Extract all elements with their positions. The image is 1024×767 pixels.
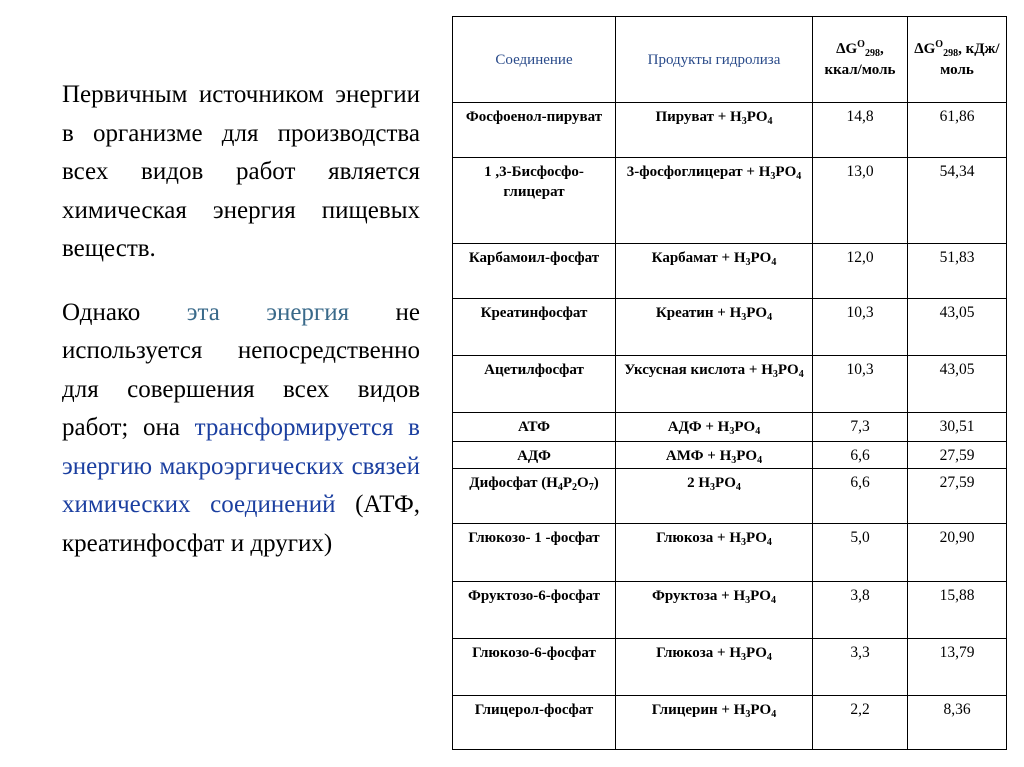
products-cell: Креатин + $H_3PO_4$ bbox=[616, 298, 813, 355]
compound-cell: АДФ bbox=[453, 441, 616, 469]
compound-cell: Глюкозо-6-фосфат bbox=[453, 638, 616, 695]
kj-value-cell: 51,83 bbox=[908, 243, 1007, 298]
intro-text bbox=[62, 76, 420, 563]
column-header-kj bbox=[908, 17, 1007, 103]
header-kj-unit: , кДж/моль bbox=[940, 40, 1000, 78]
compound-cell: Карбамоил-фосфат bbox=[453, 243, 616, 298]
kj-value-cell: 15,88 bbox=[908, 581, 1007, 638]
kj-value-cell: 30,51 bbox=[908, 413, 1007, 442]
compound-cell: Дифосфат $(H_4P_2O_7)$ bbox=[453, 469, 616, 524]
kj-value-cell: 61,86 bbox=[908, 103, 1007, 158]
text-segment: Однако bbox=[62, 298, 187, 326]
table-row bbox=[453, 356, 1007, 413]
products-cell: Глюкоза + $H_3PO_4$ bbox=[616, 524, 813, 581]
text-segment: (АТФ, креатинфосфат и других) bbox=[62, 491, 420, 557]
kcal-value-cell: 3,8 bbox=[813, 581, 908, 638]
column-header-compound: Соединение bbox=[453, 17, 616, 103]
table-body bbox=[453, 103, 1007, 750]
kcal-value-cell: 5,0 bbox=[813, 524, 908, 581]
kj-value-cell: 54,34 bbox=[908, 158, 1007, 244]
kcal-value-cell: 2,2 bbox=[813, 695, 908, 749]
kj-value-cell: 8,36 bbox=[908, 695, 1007, 749]
products-cell: Карбамат + $H_3PO_4$ bbox=[616, 243, 813, 298]
products-cell: 3-фосфоглицерат + $H_3PO_4$ bbox=[616, 158, 813, 244]
column-header-kcal bbox=[813, 17, 908, 103]
kj-value-cell: 13,79 bbox=[908, 638, 1007, 695]
table-row bbox=[453, 298, 1007, 355]
compound-cell: Глицерол-фосфат bbox=[453, 695, 616, 749]
table-row bbox=[453, 441, 1007, 469]
table-header-row bbox=[453, 17, 1007, 103]
compound-cell: Ацетилфосфат bbox=[453, 356, 616, 413]
kj-value-cell: 27,59 bbox=[908, 469, 1007, 524]
kcal-value-cell: 10,3 bbox=[813, 298, 908, 355]
table-row bbox=[453, 103, 1007, 158]
paragraph-primary-source: Первичным источником энергии в организме для производства всех видов работ является химическая энергия пищевых веществ. bbox=[62, 81, 420, 262]
products-cell: Глицерин + $H_3PO_4$ bbox=[616, 695, 813, 749]
kcal-value-cell: 14,8 bbox=[813, 103, 908, 158]
header-kcal-sup: O bbox=[857, 38, 865, 50]
kj-value-cell: 20,90 bbox=[908, 524, 1007, 581]
kcal-value-cell: 10,3 bbox=[813, 356, 908, 413]
products-cell: Уксусная кислота + $H_3PO_4$ bbox=[616, 356, 813, 413]
products-cell: Фруктоза + $H_3PO_4$ bbox=[616, 581, 813, 638]
table-row bbox=[453, 524, 1007, 581]
compound-cell: АТФ bbox=[453, 413, 616, 442]
hydrolysis-energy-table bbox=[452, 16, 1007, 750]
highlight-macroergic-bonds: трансформируется в энергию макроэргических связей химических соединений bbox=[62, 414, 420, 518]
table-row bbox=[453, 638, 1007, 695]
table-row bbox=[453, 469, 1007, 524]
table-row bbox=[453, 581, 1007, 638]
products-cell: 2 $H_3PO_4$ bbox=[616, 469, 813, 524]
products-cell: АМФ + $H_3PO_4$ bbox=[616, 441, 813, 469]
compound-cell: Креатинфосфат bbox=[453, 298, 616, 355]
products-cell: АДФ + $H_3PO_4$ bbox=[616, 413, 813, 442]
table-row bbox=[453, 158, 1007, 244]
compound-cell: Глюкозо- 1 -фосфат bbox=[453, 524, 616, 581]
kj-value-cell: 27,59 bbox=[908, 441, 1007, 469]
products-cell: Глюкоза + $H_3PO_4$ bbox=[616, 638, 813, 695]
table-row bbox=[453, 695, 1007, 749]
kcal-value-cell: 12,0 bbox=[813, 243, 908, 298]
header-kj-delta: ∆G bbox=[914, 40, 936, 57]
table-row bbox=[453, 413, 1007, 442]
kcal-value-cell: 6,6 bbox=[813, 441, 908, 469]
column-header-products: Продукты гидролиза bbox=[616, 17, 813, 103]
paragraph-transformation bbox=[62, 294, 420, 564]
compound-cell: Фруктозо-6-фосфат bbox=[453, 581, 616, 638]
kj-value-cell: 43,05 bbox=[908, 356, 1007, 413]
text-segment: не используется непосредственно для совершения всех видов работ; она bbox=[62, 298, 420, 441]
table-row bbox=[453, 243, 1007, 298]
header-kcal-delta: ∆G bbox=[836, 40, 858, 57]
kcal-value-cell: 13,0 bbox=[813, 158, 908, 244]
kcal-value-cell: 7,3 bbox=[813, 413, 908, 442]
compound-cell: 1 ,3-Бисфосфо-глицерат bbox=[453, 158, 616, 244]
kcal-value-cell: 3,3 bbox=[813, 638, 908, 695]
header-kj-sup: O bbox=[935, 38, 944, 50]
header-kcal-sub: 298 bbox=[864, 47, 880, 59]
header-kcal-unit: , ккал/моль bbox=[824, 40, 896, 78]
hydrolysis-energy-table-container bbox=[452, 16, 1006, 750]
compound-cell: Фосфоенол-пируват bbox=[453, 103, 616, 158]
products-cell: Пируват + $H_3PO_4$ bbox=[616, 103, 813, 158]
kcal-value-cell: 6,6 bbox=[813, 469, 908, 524]
kj-value-cell: 43,05 bbox=[908, 298, 1007, 355]
header-kj-sub: 298 bbox=[943, 47, 959, 59]
highlight-this-energy: эта энергия bbox=[186, 298, 350, 326]
